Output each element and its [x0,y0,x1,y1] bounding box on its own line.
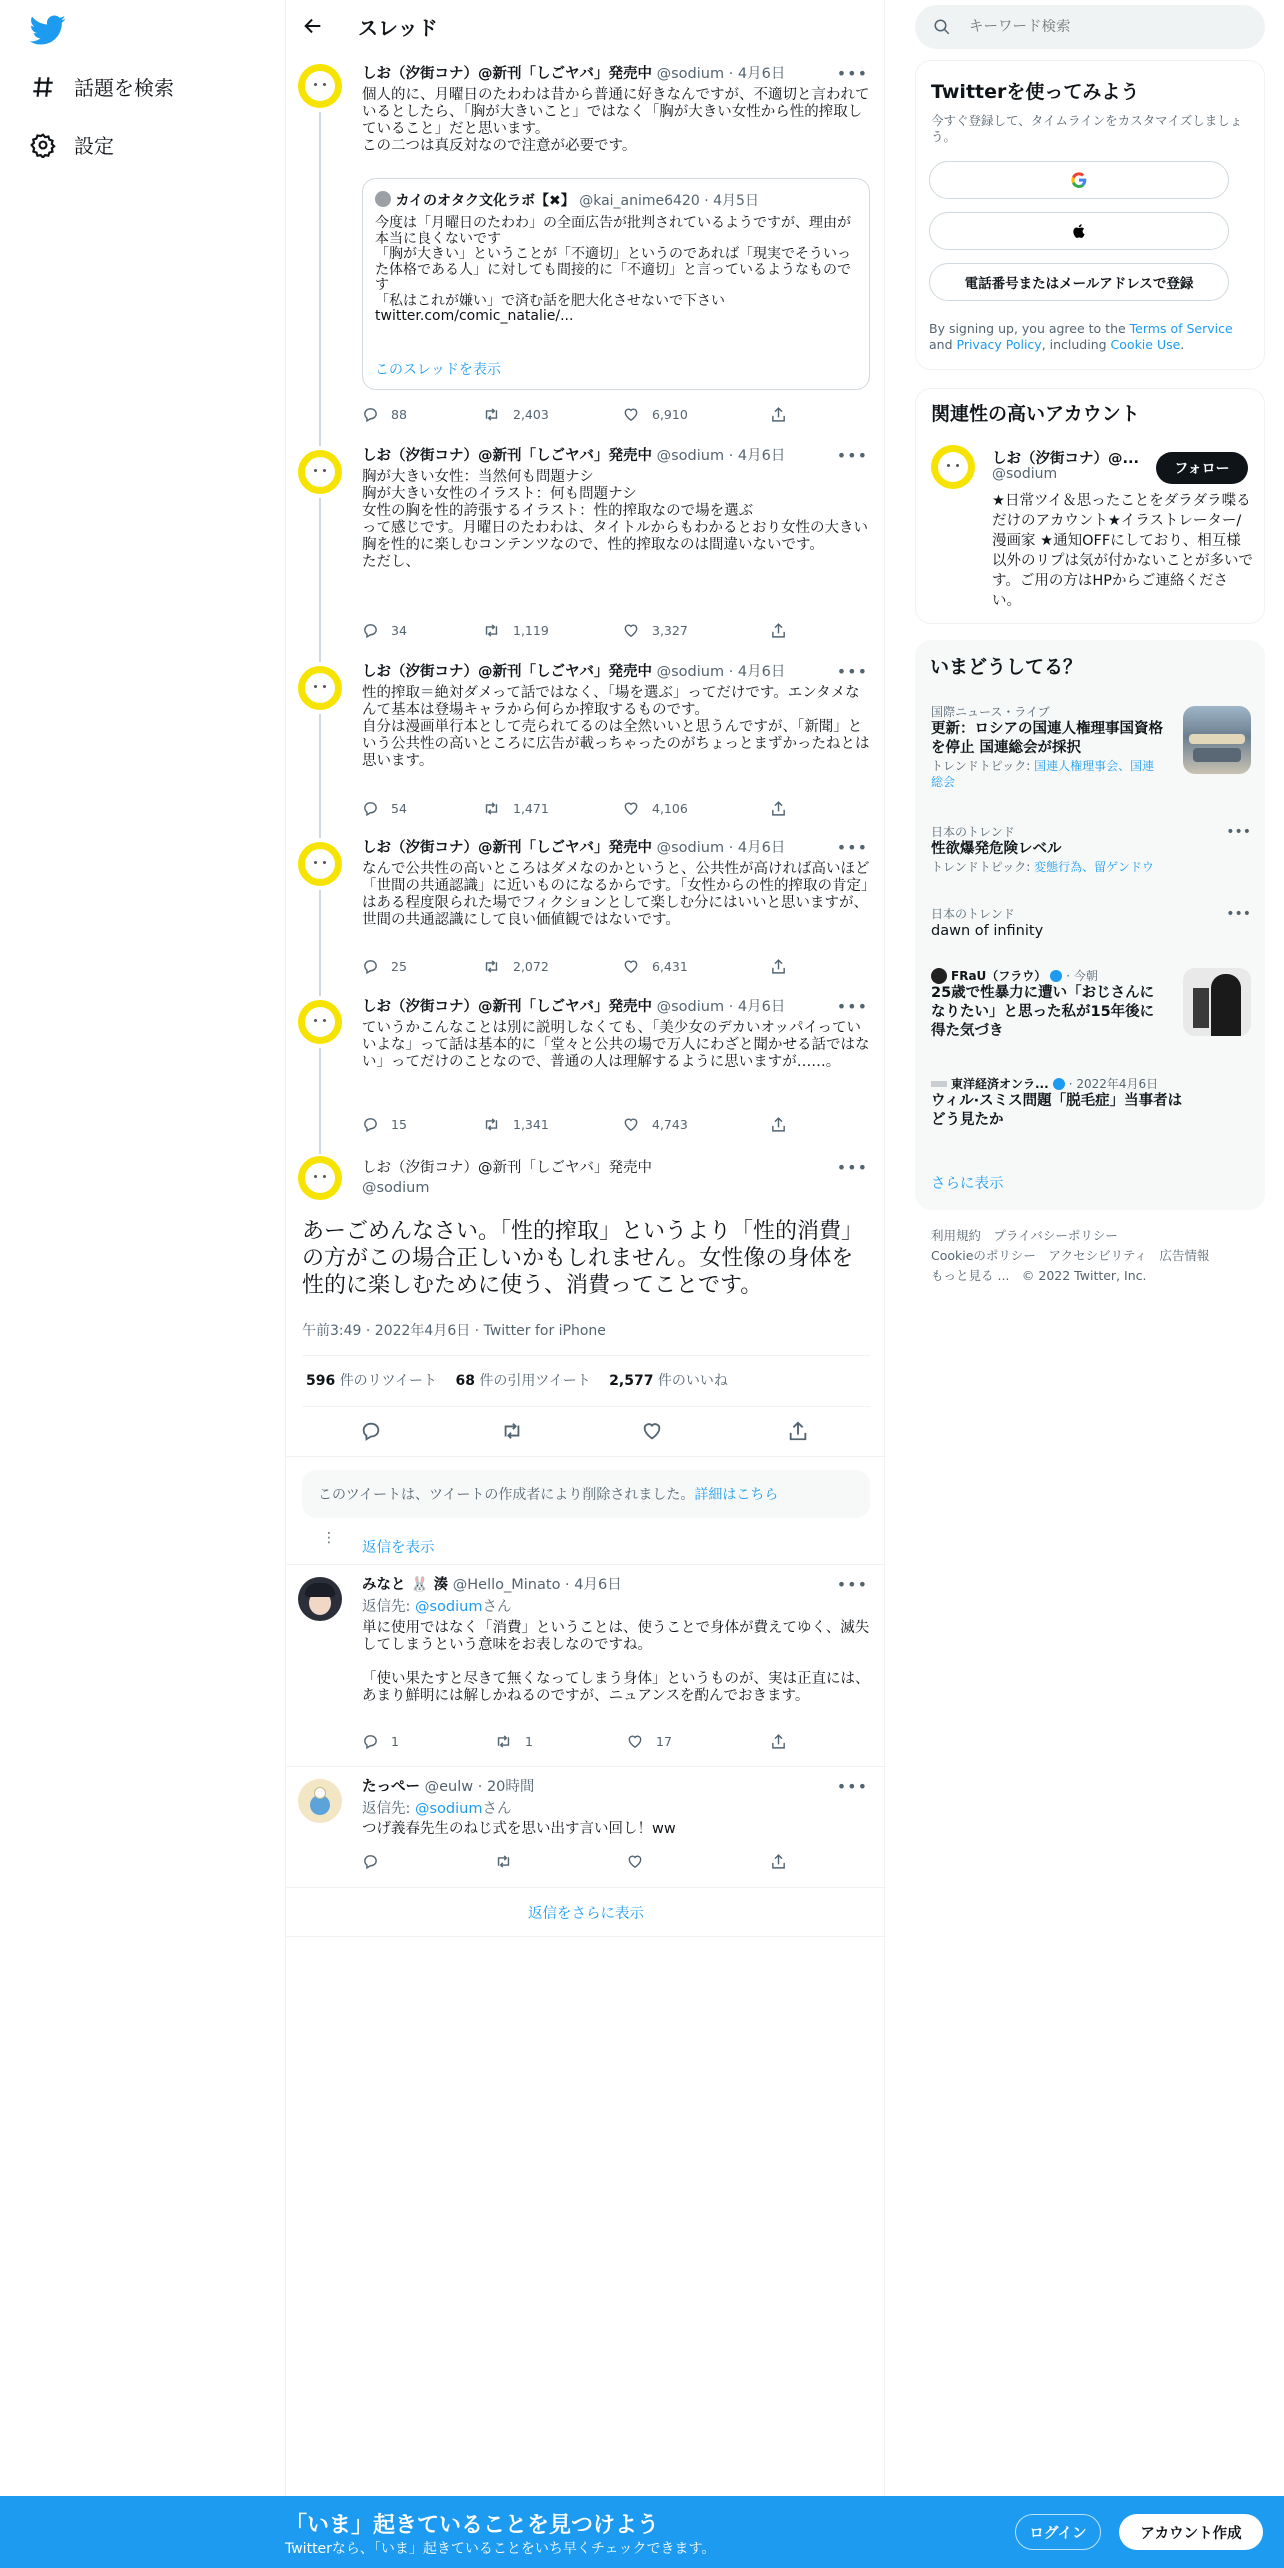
more-icon[interactable]: ••• [836,662,868,681]
footer-more[interactable]: もっと見る ... [931,1268,1010,1283]
tweet-header: しお（汐街コナ）@新刊「しごヤバ」発売中 @sodium · 4月6日 [362,66,786,82]
reply-icon [362,958,379,975]
bottom-subtitle: Twitterなら、「いま」起きていることをいち早くチェックできます。 [285,2541,716,2557]
trend-thumbnail [1183,968,1251,1036]
trend-source: FRaU（フラウ） [951,969,1047,983]
trend-title: 性欲爆発危険レベル [931,841,1062,857]
quoted-avatar [375,191,391,207]
tweet-actions [362,1116,792,1136]
like-button[interactable] [622,406,688,423]
footer-link[interactable]: アクセシビリティ [1048,1248,1147,1263]
tweet-text: つげ義春先生のねじ式を思い出す言い回し！ww [362,1821,676,1837]
tweet-text: 胸が大きい女性：当然何も問題ナシ 胸が大きい女性のイラスト：何も問題ナシ 女性の胸を性的誇張するイラスト：性的搾取なので場を選ぶ って感じです。月曜日のたわわは、タイトルからもわかるとおり女性の大きい胸を性的に楽しむコンテンツなので、性的搾取なのは間違いないです。 ただし、 [362,469,869,570]
reply-icon [362,406,379,423]
more-icon[interactable]: ••• [836,446,868,465]
share-icon [770,1116,787,1133]
avatar[interactable] [298,1577,342,1621]
nav-explore[interactable] [30,72,174,101]
share-icon [770,406,787,423]
more-icon[interactable]: ••• [1226,906,1251,922]
author-handle[interactable]: @eulw [424,1779,474,1795]
footer-link[interactable]: 広告情報 [1159,1248,1210,1263]
related-accounts-card [915,388,1265,624]
back-arrow-icon[interactable] [302,15,324,37]
tweet-date[interactable]: 4月6日 [737,66,786,82]
share-icon[interactable] [787,1420,809,1442]
thread-tweet[interactable] [286,988,886,1150]
like-button[interactable] [626,1733,672,1750]
trends-title: いまどうしてる？ [930,656,1083,678]
avatar[interactable] [931,445,975,489]
footer-link[interactable]: プライバシーポリシー [993,1228,1118,1243]
avatar[interactable] [298,450,342,494]
deleted-notice-link[interactable]: 詳細はこちら [694,1487,779,1503]
trend-context: 日本のトレンド [931,825,1015,839]
retweet-count: 2,403 [513,407,549,422]
tweet-meta[interactable]: 午前3:49 · 2022年4月6日 · Twitter for iPhone [302,1323,606,1339]
deleted-notice-text: このツイートは、ツイートの作成者により削除されました。 [318,1487,695,1503]
show-replies-link[interactable]: 返信を表示 [362,1540,435,1556]
tweet-actions [362,622,792,642]
retweet-button[interactable] [482,622,549,639]
trend-title: dawn of infinity [931,923,1044,939]
quotes-label[interactable]: 件の引用ツイート [479,1373,591,1389]
google-signup-button[interactable] [929,161,1229,199]
trend-time: · 2022年4月6日 [1068,1077,1159,1091]
nav-settings[interactable] [30,130,114,159]
thread-tweet[interactable] [286,436,886,652]
trend-item[interactable]: 日本のトレンド 性欲爆発危険レベル トレンドトピック: 変態行為、留ゲンドウ ••• [931,824,1251,874]
nav-settings-label: 設定 [74,134,114,158]
retweet-count: 2,072 [513,959,549,974]
signup-subtitle: 今すぐ登録して、タイムラインをカスタマイズしましょう。 [931,113,1243,144]
reply-icon [362,1853,379,1870]
tweet-header: しお（汐街コナ）@新刊「しごヤバ」発売中 @sodium · 4月6日 [362,448,786,464]
reply-to: 返信先: @sodiumさん [362,1599,512,1615]
heart-icon [622,622,640,639]
search-box[interactable] [915,5,1265,49]
like-count: 17 [656,1734,672,1749]
trend-context: 国際ニュース・ライブ [931,705,1050,719]
search-input[interactable] [969,19,1249,35]
footer-copyright: © 2022 Twitter, Inc. [1021,1268,1147,1283]
trend-item[interactable]: 国際ニュース・ライブ 更新：ロシアの国連人権理事国資格を停止 国連総会が採択 トレンドトピック: 国連人権理事会、国連総会 [931,704,1251,820]
reply-button[interactable] [362,800,407,817]
reply-tweet[interactable] [286,1565,886,1766]
reply-button[interactable] [362,1853,379,1870]
footer-links [931,1226,1251,1286]
tweet-actions [362,406,792,426]
hashtag-icon [30,74,56,100]
focused-tweet [286,1150,886,1456]
show-thread-link[interactable]: このスレッドを表示 [375,362,501,378]
bottom-title: 「いま」起きていることを見つけよう [285,2513,660,2538]
reply-count: 54 [391,801,407,816]
more-icon[interactable]: ••• [1226,824,1251,840]
author-handle[interactable]: @sodium [656,840,725,856]
author-name[interactable]: しお（汐街コナ）@新刊「しごヤバ」発売中 [362,66,652,82]
share-icon [770,1853,787,1870]
tweet-date[interactable]: 4月6日 [737,840,786,856]
thread-header [286,0,886,54]
retweet-button[interactable] [482,406,549,423]
more-icon[interactable]: ••• [836,838,868,857]
tweet-date[interactable]: 4月6日 [737,448,786,464]
heart-icon [626,1853,644,1870]
retweet-count: 1,341 [513,1117,549,1132]
quoted-author-name: カイのオタク文化ラボ【✖】 [395,193,575,209]
retweet-button[interactable] [482,800,549,817]
author-handle[interactable]: @sodium [656,448,725,464]
like-count: 4,743 [652,1117,688,1132]
quoted-handle: @kai_anime6420 [579,193,700,209]
tweet-text: 個人的に、月曜日のたわわは昔から普通に好きなんですが、不適切と言われているとしたら、「胸が大きいこと」ではなく「胸が大きい女性から性的搾取していること」だと思います。 この二つは真反対なので注意が必要です。 [362,87,870,154]
google-icon [1071,172,1087,188]
follow-button[interactable]: フォロー [1156,452,1248,484]
author-name[interactable]: みなと 🐰 湊 [362,1577,449,1593]
reply-to: 返信先: @sodiumさん [362,1801,512,1817]
retweet-button[interactable] [482,1116,549,1133]
reply-icon [362,1733,379,1750]
tweet-date[interactable]: 20時間 [486,1779,535,1795]
author-name[interactable]: しお（汐街コナ）@新刊「しごヤバ」発売中 [362,999,652,1015]
quotes-count[interactable]: 68 [455,1373,475,1389]
heart-icon [622,406,640,423]
author-handle[interactable]: @sodium [656,66,725,82]
retweet-icon[interactable] [500,1420,524,1442]
quoted-text: 今度は「月曜日のたわわ」の全面広告が批判されているようですが、理由が本当に良くないです 「胸が大きい」ということが「不適切」というのであれば「現実でそういった体格である人」に対しても間接的に「不適切」と言っているようなものです 「私はこれが嫌い」で済む話を肥大化させないで下さい twitter.com/comic_natalie/... [375,215,851,324]
retweet-button[interactable] [482,958,549,975]
share-button[interactable] [770,958,787,975]
retweet-icon [482,406,501,423]
thread-tweet[interactable] [286,56,886,436]
like-count: 6,910 [652,407,688,422]
tweet-stats [306,1370,728,1390]
tweet-date[interactable]: 4月6日 [737,999,786,1015]
tweet-header: しお（汐街コナ）@新刊「しごヤバ」発売中 @sodium · 4月6日 [362,664,786,680]
tweet-actions [362,800,792,820]
trend-title: 更新：ロシアの国連人権理事国資格を停止 国連総会が採択 [931,721,1163,756]
more-replies-link[interactable]: 返信をさらに表示 [528,1905,644,1922]
author-name[interactable]: しお（汐街コナ）@新刊「しごヤバ」発売中 [362,664,652,680]
ellipsis-dots-icon: ⋮ [322,1530,336,1546]
heart-icon [626,1733,644,1750]
reply-count: 34 [391,623,407,638]
retweets-label[interactable]: 件のリツイート [339,1373,437,1389]
signup-title: Twitterを使ってみよう [931,81,1140,103]
author-handle[interactable]: @sodium [362,1180,430,1196]
like-button[interactable] [626,1853,644,1870]
signup-card [915,60,1265,370]
like-count: 6,431 [652,959,688,974]
quoted-tweet[interactable] [362,178,870,390]
gear-icon [30,132,56,158]
reply-count: 15 [391,1117,407,1132]
retweet-icon [482,1116,501,1133]
reply-to-handle[interactable]: @sodium [415,1801,483,1817]
login-button[interactable]: ログイン [1015,2514,1101,2550]
retweet-count: 1,471 [513,801,549,816]
author-handle[interactable]: @sodium [656,999,725,1015]
retweet-icon [482,958,501,975]
tweet-text: 単に使用ではなく「消費」ということは、使うことで身体が費えてゆく、滅失してしまうという意味をお表しなのですね。 「使い果たすと尽きて無くなってしまう身体」というものが、実は正直には、あまり鮮明には解しかねるのですが、ニュアンスを酌んでおきます。 [362,1620,870,1704]
author-handle[interactable]: @Hello_Minato [452,1577,561,1593]
avatar[interactable] [298,842,342,886]
heart-icon[interactable] [641,1420,663,1442]
share-icon [770,1733,787,1750]
left-sidebar [0,0,285,2568]
likes-count[interactable]: 2,577 [609,1373,654,1389]
avatar[interactable] [298,1000,342,1044]
share-icon [770,958,787,975]
quoted-header: カイのオタク文化ラボ【✖】 @kai_anime6420 · 4月5日 [375,190,759,210]
author-handle[interactable]: @sodium [656,664,725,680]
source-avatar [931,968,947,984]
quoted-date: 4月5日 [713,193,759,209]
reply-icon [362,800,379,817]
share-button[interactable] [770,800,787,817]
trend-source: 東洋経済オンラ... [951,1077,1049,1091]
trend-context: 日本のトレンド [931,907,1015,921]
tweet-actions [362,1853,792,1873]
reply-to-handle[interactable]: @sodium [415,1599,483,1615]
trend-item[interactable] [931,906,1251,950]
trend-thumbnail [1183,706,1251,774]
signup-terms: By signing up, you agree to the Terms of Service and Privacy Policy, including Cookie Use. [929,321,1233,352]
share-icon [770,622,787,639]
page-title: スレッド [358,16,438,40]
phone-email-signup-button[interactable]: 電話番号またはメールアドレスで登録 [929,263,1229,301]
footer-link[interactable]: Cookieのポリシー [931,1248,1036,1263]
like-button[interactable] [622,800,688,817]
verified-icon [1053,1078,1065,1090]
author-name[interactable]: しお（汐街コナ）@新刊「しごヤバ」発売中 [362,840,652,856]
trend-topic[interactable]: 変態行為、留ゲンドウ [1034,860,1154,874]
share-button[interactable] [770,406,787,423]
privacy-link[interactable]: Privacy Policy [956,337,1042,352]
trend-title: 25歳で性暴力に遭い「おじさんになりたい」と思った私が15年後に得た気づき [931,985,1155,1039]
tweet-header: しお（汐街コナ）@新刊「しごヤバ」発売中 @sodium · 4月6日 [362,999,786,1015]
retweet-icon [494,1853,513,1870]
reply-button[interactable] [362,406,407,423]
footer-link[interactable]: 利用規約 [931,1228,982,1243]
related-bio: ★日常ツイ＆思ったことをダラダラ喋るだけのアカウント★イラストレーター/漫画家 ★通知OFFにしており、相互様以外のリプは気が付かないことが多いです。ご用の方はHPからご連絡ください。 [992,493,1253,609]
tweet-date[interactable]: 4月6日 [737,664,786,680]
author-name[interactable]: しお（汐街コナ）@新刊「しごヤバ」発売中 [362,1160,652,1176]
likes-label[interactable]: 件のいいね [657,1373,728,1389]
retweet-button[interactable] [494,1733,533,1750]
avatar[interactable] [298,64,342,108]
trend-item[interactable] [931,968,1251,1056]
retweet-button[interactable] [494,1853,513,1870]
share-button[interactable] [770,1733,787,1750]
retweet-icon [494,1733,513,1750]
more-icon[interactable]: ••• [836,1575,868,1594]
heart-icon [622,800,640,817]
share-button[interactable] [770,1853,787,1870]
tweet-text: なんで公共性の高いところはダメなのかというと、公共性が高ければ高いほど「世間の共通認識」に近いものになるからです。「女性からの性的搾取の肯定」はある程度限られた場でフィクションとして楽しむ分にはいいと思いますが、世間の共通認識にして良い価値観ではないです。 [362,861,870,928]
share-icon [770,800,787,817]
reply-tweet[interactable] [286,1767,886,1887]
avatar[interactable] [298,1779,342,1823]
share-button[interactable] [770,1116,787,1133]
reply-icon[interactable] [360,1420,382,1442]
trend-item[interactable] [931,1076,1251,1140]
apple-icon [1072,223,1087,239]
focused-tweet-actions [286,1420,886,1444]
cookie-link[interactable]: Cookie Use [1110,337,1181,352]
twitter-logo-icon[interactable] [30,12,66,48]
trends-show-more[interactable]: さらに表示 [931,1176,1004,1192]
like-button[interactable] [622,1116,688,1133]
author-name[interactable]: しお（汐街コナ）@新刊「しごヤバ」発売中 [362,448,652,464]
like-count: 3,327 [652,623,688,638]
tweet-text: 性的搾取＝絶対ダメって話ではなく、「場を選ぶ」ってだけです。エンタメなんて基本は登場キャラから何らか搾取するものです。 自分は漫画単行本として売られてるのは全然いいと思うんですが、「新聞」という公共性の高いところに広告が載っちゃったのがちょっとまずかったねとは思います。 [362,685,870,769]
more-icon[interactable]: ••• [836,997,868,1016]
tweet-actions [362,958,792,978]
tweet-header: しお（汐街コナ）@新刊「しごヤバ」発売中 @sodium · 4月6日 [362,840,786,856]
search-icon [933,18,951,36]
tweet-text: あーごめんなさい。「性的搾取」というより「性的消費」の方がこの場合正しいかもしれません。女性像の身体を性的に楽しむために使う、消費ってことです。 [302,1219,864,1298]
terms-link[interactable]: Terms of Service [1129,321,1233,336]
retweets-count[interactable]: 596 [306,1373,336,1389]
avatar[interactable] [298,1156,342,1200]
author-name[interactable]: たっぺー [362,1779,420,1795]
tweet-actions [362,1733,792,1753]
retweet-icon [482,622,501,639]
nav-explore-label: 話題を検索 [74,76,174,100]
reply-button[interactable] [362,1116,407,1133]
retweet-count: 1 [525,1734,533,1749]
trend-time: · 今朝 [1066,969,1098,983]
tweet-text: ていうかこんなことは別に説明しなくても、「美少女のデカいオッパイっていいよな」って話は基本的に「堂々と公共の場で万人にわざと聞かせる話ではない」ってだけのことなので、普通の人は理解するように思いますが……。 [362,1020,870,1070]
avatar[interactable] [298,666,342,710]
reply-count: 25 [391,959,407,974]
like-button[interactable] [622,622,688,639]
trend-topic[interactable]: 国連人権理事会、国連総会 [931,759,1155,789]
tweet-header: たっぺー @eulw · 20時間 [362,1779,535,1795]
like-count: 4,106 [652,801,688,816]
reply-button[interactable] [362,622,407,639]
apple-signup-button[interactable] [929,212,1229,250]
thread-tweet[interactable] [286,652,886,830]
heart-icon [622,958,640,975]
reply-count: 1 [391,1734,399,1749]
create-account-button[interactable]: アカウント作成 [1119,2514,1263,2550]
reply-button[interactable] [362,1733,399,1750]
share-button[interactable] [770,622,787,639]
main-column [285,0,885,2568]
reply-button[interactable] [362,958,407,975]
tweet-header: みなと 🐰 湊 @Hello_Minato · 4月6日 [362,1577,622,1593]
related-title: 関連性の高いアカウント [931,403,1140,425]
more-icon[interactable]: ••• [836,1158,868,1177]
trends-card [915,640,1265,1210]
trend-title: ウィル·スミス問題「脱毛症」当事者はどう見たか [931,1093,1183,1128]
like-button[interactable] [622,958,688,975]
retweet-count: 1,119 [513,623,549,638]
thread-tweet[interactable] [286,830,886,988]
source-avatar [931,1081,947,1087]
related-name[interactable]: しお（汐街コナ）@... [992,451,1140,467]
reply-icon [362,1116,379,1133]
more-icon[interactable]: ••• [836,64,868,83]
more-icon[interactable]: ••• [836,1777,868,1796]
tweet-date[interactable]: 4月6日 [574,1577,622,1593]
retweet-icon [482,800,501,817]
reply-count: 88 [391,407,407,422]
heart-icon [622,1116,640,1133]
bottom-signup-bar [0,2496,1284,2568]
verified-icon [1050,970,1062,982]
related-handle[interactable]: @sodium [992,466,1058,482]
deleted-tweet-notice [302,1470,870,1518]
reply-icon [362,622,379,639]
